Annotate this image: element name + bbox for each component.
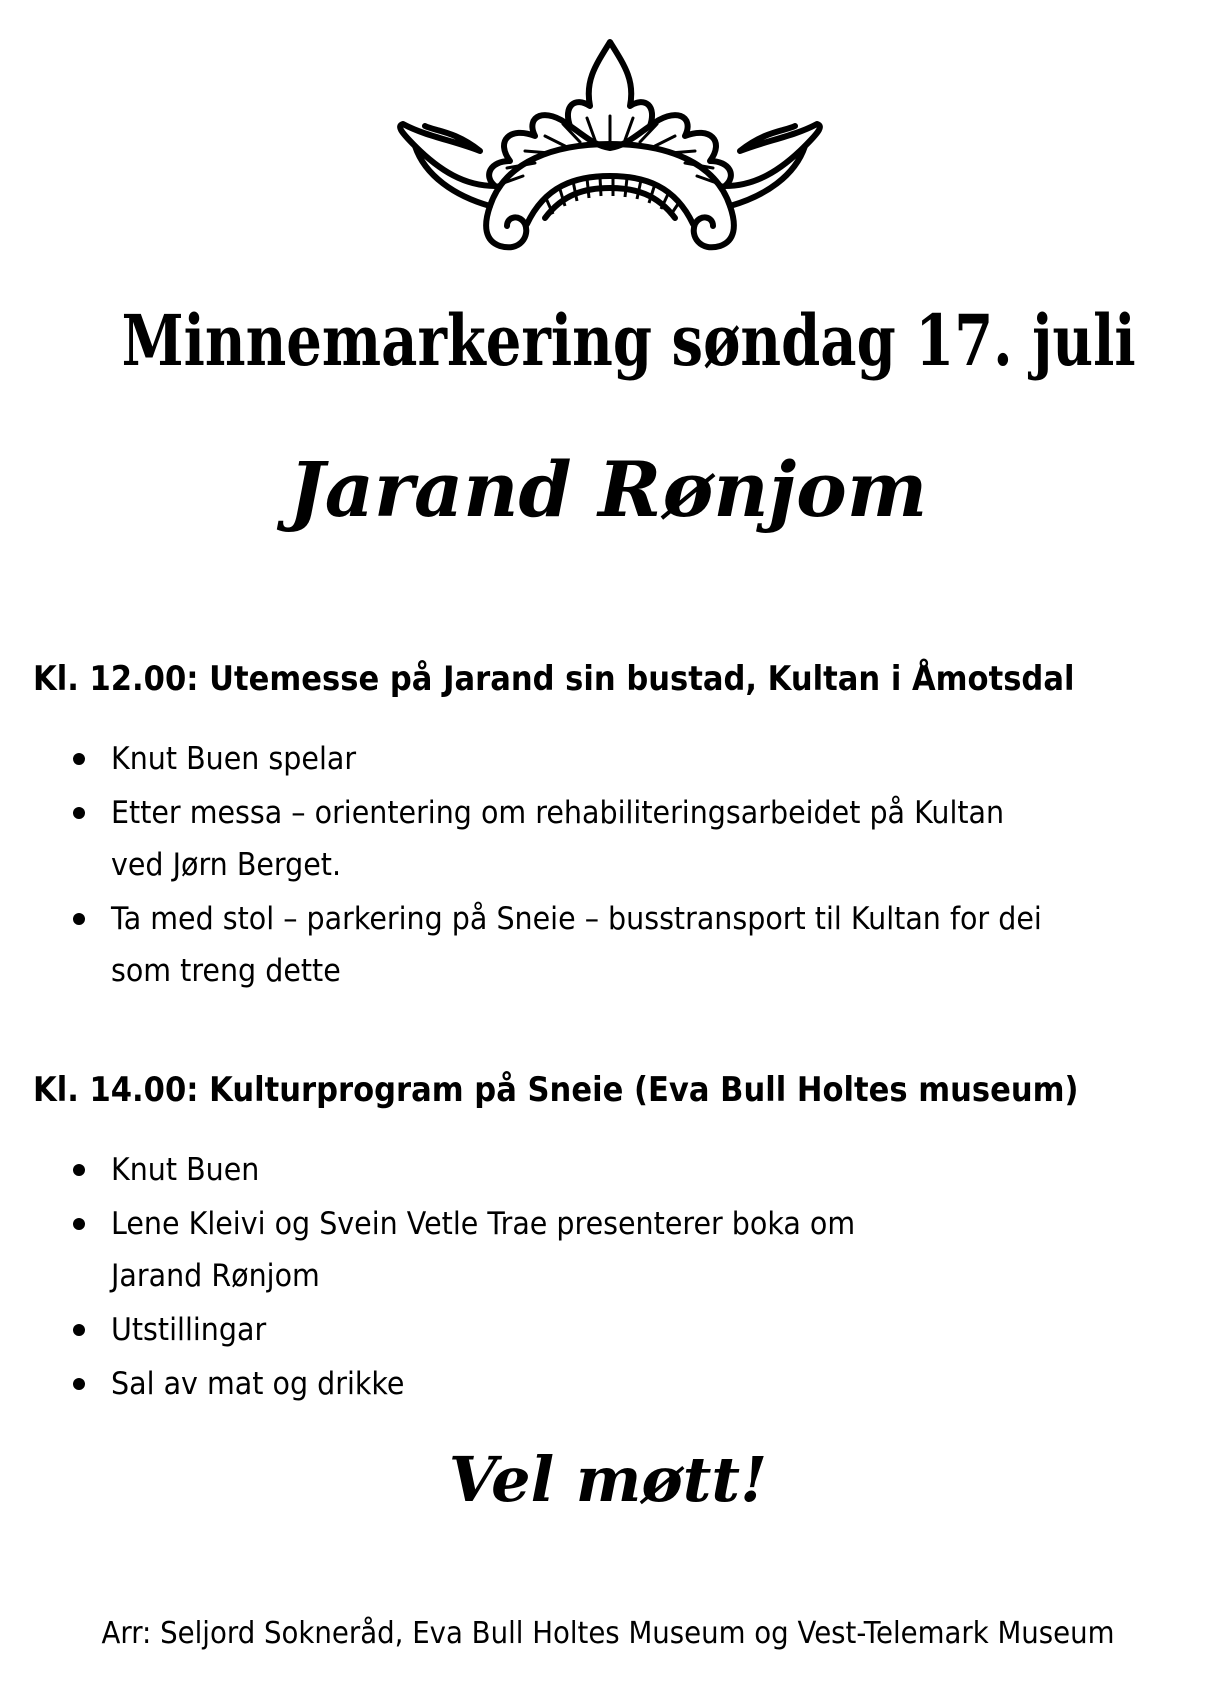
crown-ornament-icon <box>395 36 825 266</box>
bullet-icon <box>73 1218 85 1230</box>
list-item <box>0 1198 1216 1302</box>
bullet-icon <box>73 913 85 925</box>
list-item-text-line-2: Jarand Rønjom <box>111 1258 320 1294</box>
list-item-text-line-1: Lene Kleivi og Svein Vetle Trae presenterer boka om <box>111 1206 856 1242</box>
list-item-text-line-2: som treng dette <box>111 953 341 989</box>
bullet-icon <box>73 1324 85 1336</box>
program-list-1200 <box>0 733 1216 999</box>
page-title: Minnemarkering søndag 17. juli <box>121 299 1136 382</box>
list-item-text: Utstillingar <box>111 1312 267 1348</box>
section-heading-1400: Kl. 14.00: Kulturprogram på Sneie (Eva Bull Holtes museum) <box>33 1070 1079 1110</box>
closing-greeting: Vel møtt! <box>448 1443 768 1516</box>
list-item <box>0 1144 1216 1196</box>
bullet-icon <box>73 753 85 765</box>
list-item <box>0 787 1216 891</box>
program-list-1400 <box>0 1144 1216 1412</box>
bullet-icon <box>73 807 85 819</box>
list-item-text-line-2: ved Jørn Berget. <box>111 847 342 883</box>
organizers-footer: Arr: Seljord Sokneråd, Eva Bull Holtes Museum og Vest-Telemark Museum <box>101 1616 1115 1651</box>
list-item <box>0 893 1216 997</box>
list-item-text: Knut Buen spelar <box>111 741 357 777</box>
bullet-icon <box>73 1164 85 1176</box>
list-item-text: Sal av mat og drikke <box>111 1366 405 1402</box>
bullet-icon <box>73 1378 85 1390</box>
honoree-name: Jarand Rønjom <box>288 445 928 534</box>
list-item-text-line-1: Ta med stol – parkering på Sneie – busstransport til Kultan for dei <box>111 901 1042 937</box>
list-item-text: Knut Buen <box>111 1152 260 1188</box>
list-item <box>0 1304 1216 1356</box>
list-item <box>0 733 1216 785</box>
list-item-text-line-1: Etter messa – orientering om rehabiliteringsarbeidet på Kultan <box>111 795 1005 831</box>
section-heading-1200: Kl. 12.00: Utemesse på Jarand sin bustad, Kultan i Åmotsdal <box>33 659 1075 699</box>
list-item <box>0 1358 1216 1410</box>
